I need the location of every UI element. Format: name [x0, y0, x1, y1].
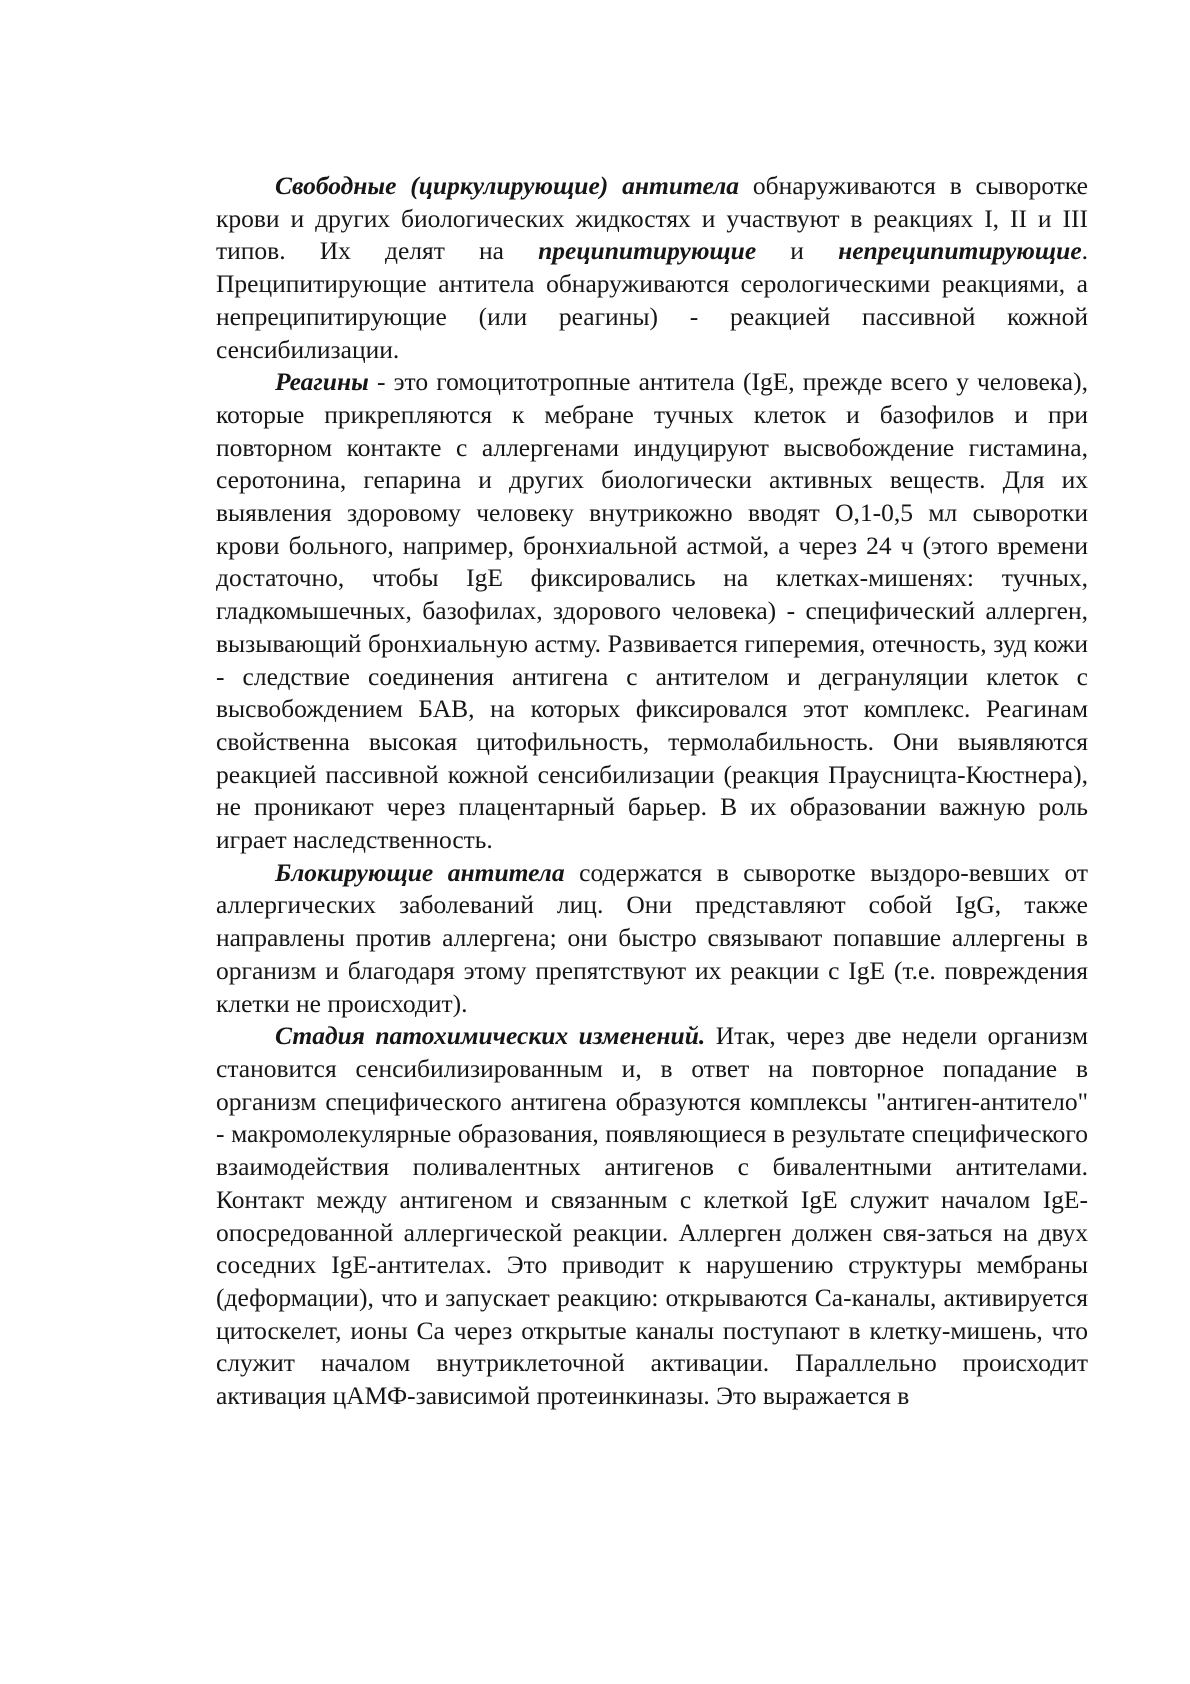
paragraph-text: и	[756, 236, 839, 266]
term-non-precipitating: непреципитирующие	[838, 236, 1082, 266]
paragraph-text: обнаруживаются в сыворотке крови и других биологических жидкостях и участвуют в реакциях I, II и III типов. Их делят на	[216, 171, 1088, 266]
paragraph-text: . Преципитирующие антитела обнаруживаются серологическими реакциями, а непреципитирующие (или реагины) - реакцией пассивной кожной сенсибилизации.	[216, 236, 1089, 364]
paragraph-reagins	[216, 366, 1088, 857]
term-reagins: Реагины	[275, 367, 369, 397]
term-free-antibodies: Свободные (циркулирующие) антитела	[275, 171, 740, 200]
term-precipitating: преципитирующие	[538, 236, 757, 266]
paragraph-text: Итак, через две недели организм становится сенсибилизированным и, в ответ на повторное попадание в организм специфического антигена образуются комплексы "антиген-антитело" - макромолекулярные образования, появляющиеся в результате специфического взаимодействия поливалентных антигенов с бивалентными антителами. Контакт между антигеном и связанным с клеткой IgE служит началом IgE-опосредованной аллергической реакции. Аллерген должен свя-заться на двух соседних IgE-антителах. Это приводит к нарушению структуры мембраны (деформации), что и запускает реакцию: открываются Са-каналы, активируется цитоскелет, ионы Са через открытые каналы поступают в клетку-мишень, что служит началом внутриклеточной активации. Параллельно происходит активация цАМФ-зависимой протеинкиназы. Это выражается в	[216, 1021, 1088, 1411]
paragraph-pathochemical-stage	[216, 1020, 1088, 1412]
term-pathochemical-stage: Стадия патохимических изменений.	[275, 1021, 706, 1051]
paragraph-blocking-antibodies	[216, 857, 1088, 1021]
paragraph-free-antibodies	[216, 170, 1088, 366]
paragraph-text: содержатся в сыворотке выздоро-вевших от аллергических заболеваний лиц. Они представляют собой IgG, также направлены против аллергена; они быстро связывают попавшие аллергены в организм и благодаря этому препятствуют их реакции с IgE (т.е. повреждения клетки не происходит).	[216, 857, 1089, 1018]
body-text	[216, 170, 1088, 1413]
term-blocking-antibodies: Блокирующие антитела	[275, 857, 565, 887]
paragraph-text: - это гомоцитотропные антитела (IgE, прежде всего у человека), которые прикрепляются к мебране тучных клеток и базофилов и при повторном контакте с аллергенами индуцируют высвобождение гистамина, серотонина, гепарина и других биологически активных веществ. Для их выявления здоровому человеку внутрикожно вводят О,1-0,5 мл сыворотки крови больного, например, бронхиальной астмой, а через 24 ч (этого времени достаточно, чтобы IgE фиксировались на клетках-мишенях: тучных, гладкомышечных, базофилах, здорового человека) - специфический аллерген, вызывающий бронхиальную астму. Развивается гиперемия, отечность, зуд кожи - следствие соединения антигена с антителом и дегрануляции клеток с высвобождением БАВ, на которых фиксировался этот комплекс. Реагинам свойственна высокая цитофильность, термолабильность. Они выявляются реакцией пассивной кожной сенсибилизации (реакция Праусницта-Кюстнера), не проникают через плацентарный барьер. В их образовании важную роль играет наследственность.	[216, 367, 1088, 855]
